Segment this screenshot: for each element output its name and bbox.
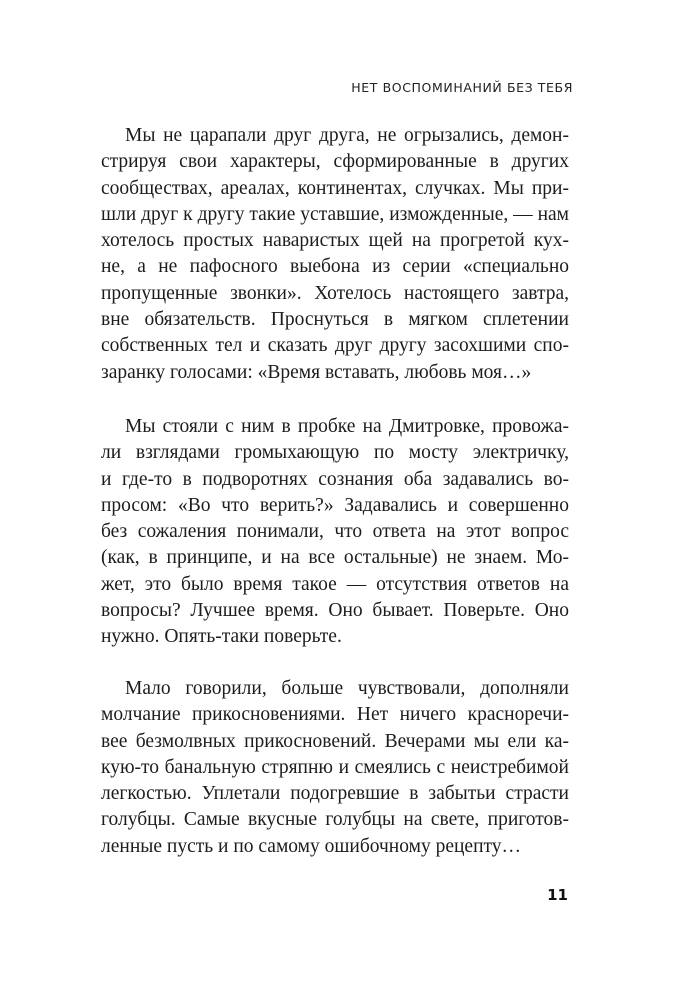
paragraph-3 [101, 676, 569, 860]
text-line: стрируя свои характеры, сформированные в других [101, 151, 569, 173]
text-line: заранку голосами: «Время вставать, любовь моя…» [101, 361, 532, 383]
text-line: и где-то в подворотнях сознания оба задавались во- [101, 468, 569, 490]
text-line: ленные пусть и по самому ошибочному рецепту… [101, 835, 522, 857]
text-line: жет, это было время такое — отсутствия ответов на [101, 573, 569, 595]
text-line: Мы стояли с ним в пробке на Дмитровке, провожа- [125, 416, 569, 437]
text-line: пропущенные звонки». Хотелось настоящего завтра, [101, 282, 569, 304]
paragraph-2 [101, 414, 569, 651]
text-line: шли друг к другу такие уставшие, изможденные, — нам [101, 203, 569, 225]
text-line: молчание прикосновениями. Нет ничего красноречи- [101, 704, 569, 726]
text-line: нужно. Опять-таки поверьте. [101, 626, 342, 648]
text-line: вне обязательств. Проснуться в мягком сплетении [101, 309, 569, 331]
text-line: ли взглядами громыхающую по мосту электричку, [101, 442, 569, 464]
running-head: НЕТ ВОСПОМИНАНИЙ БЕЗ ТЕБЯ [351, 80, 573, 95]
text-line: сообществах, ареалах, континентах, случках. Мы при- [101, 177, 569, 199]
text-line: легкостью. Уплетали подогревшие в забытьи страсти [101, 783, 569, 805]
text-line: не, а не пафосного выебона из серии «специально [101, 256, 569, 278]
text-line: собственных тел и сказать друг другу засохшими спо- [101, 335, 569, 357]
paragraph-1 [101, 123, 569, 386]
text-line: без сожаления понимали, что ответа на этот вопрос [101, 521, 569, 543]
page-number: 11 [547, 886, 568, 904]
text-line: хотелось простых наваристых щей на прогретой кух- [101, 230, 569, 252]
text-line: кую-то банальную стряпню и смеялись с неистребимой [101, 756, 569, 778]
text-line: голубцы. Самые вкусные голубцы на свете, приготов- [101, 809, 569, 831]
text-line: Мы не царапали друг друга, не огрызались, демон- [125, 125, 569, 146]
text-line: Мало говорили, больше чувствовали, дополняли [125, 678, 569, 699]
text-line: просом: «Во что верить?» Задавались и совершенно [101, 494, 569, 516]
text-line: вее безмолвных прикосновений. Вечерами мы ели ка- [101, 730, 569, 752]
text-line: (как, в принципе, и на все остальные) не знаем. Мо- [101, 547, 569, 569]
text-line: вопросы? Лучшее время. Оно бывает. Поверьте. Оно [101, 600, 569, 622]
